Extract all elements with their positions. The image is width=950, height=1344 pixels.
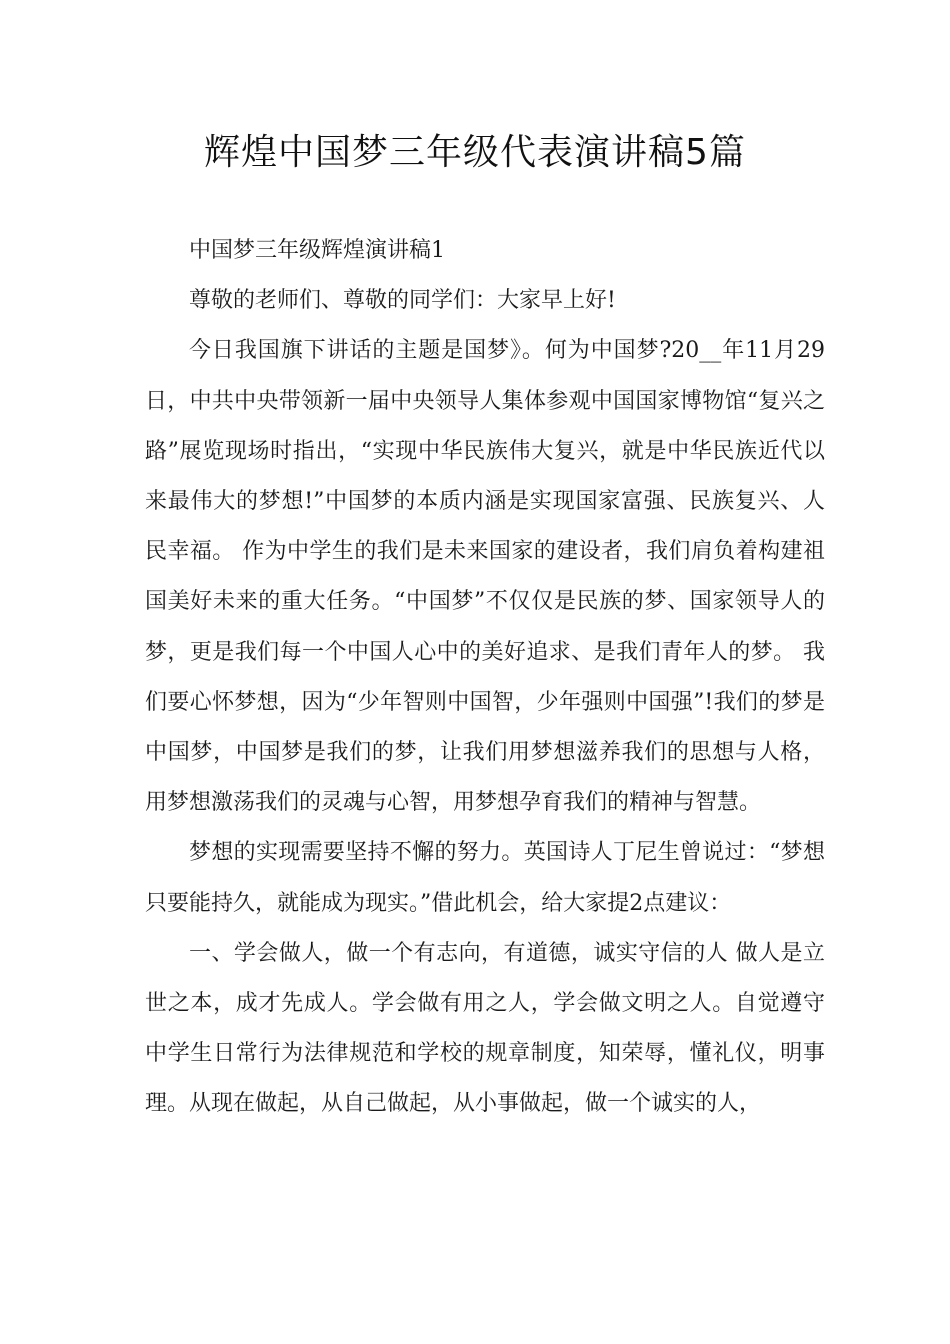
paragraph-greeting: 尊敬的老师们、尊敬的同学们：大家早上好! xyxy=(189,288,616,314)
paragraph-chinese-dream: 今日我国旗下讲话的主题是国梦》。何为中国梦?20__年11月29日，中共中央带领新一届中央领导人集体参观中国国家博物馆“复兴之路”展览现场时指出，“实现中华民族伟大复兴，就是中华民族近代以来最伟大的梦想!”中国梦的本质内涵是实现国家富强、民族复兴、人民幸福。 作为中学生的我们是未来国家的建设者，我们肩负着构建祖国美好未来的重大任务。“中国梦”不仅仅是民族的梦、国家领导人的梦，更是我们每一个中国人心中的美好追求、是我们青年人的梦。 我们要心怀梦想，因为“少年智则中国智，少年强则中国强”!我们的梦是中国梦，中国梦是我们的梦，让我们用梦想滋养我们的思想与人格，用梦想激荡我们的灵魂与心智，用梦想孕育我们的精神与智慧。 xyxy=(145,338,825,816)
paragraph-suggestion-one: 一、学会做人，做一个有志向，有道德，诚实守信的人 做人是立世之本，成才先成人。学会做有用之人，学会做文明之人。自觉遵守中学生日常行为法律规范和学校的规章制度，知荣辱，懂礼仪，明事理。从现在做起，从自己做起，从小事做起，做一个诚实的人， xyxy=(145,940,825,1117)
paragraph-section-heading: 中国梦三年级辉煌演讲稿1 xyxy=(189,238,445,263)
document-title: 辉煌中国梦三年级代表演讲稿5篇 xyxy=(204,132,746,173)
document-body xyxy=(145,226,825,1130)
paragraph-persistence: 梦想的实现需要坚持不懈的努力。英国诗人丁尼生曾说过：“梦想只要能持久，就能成为现实。”借此机会，给大家提2点建议： xyxy=(145,840,825,916)
